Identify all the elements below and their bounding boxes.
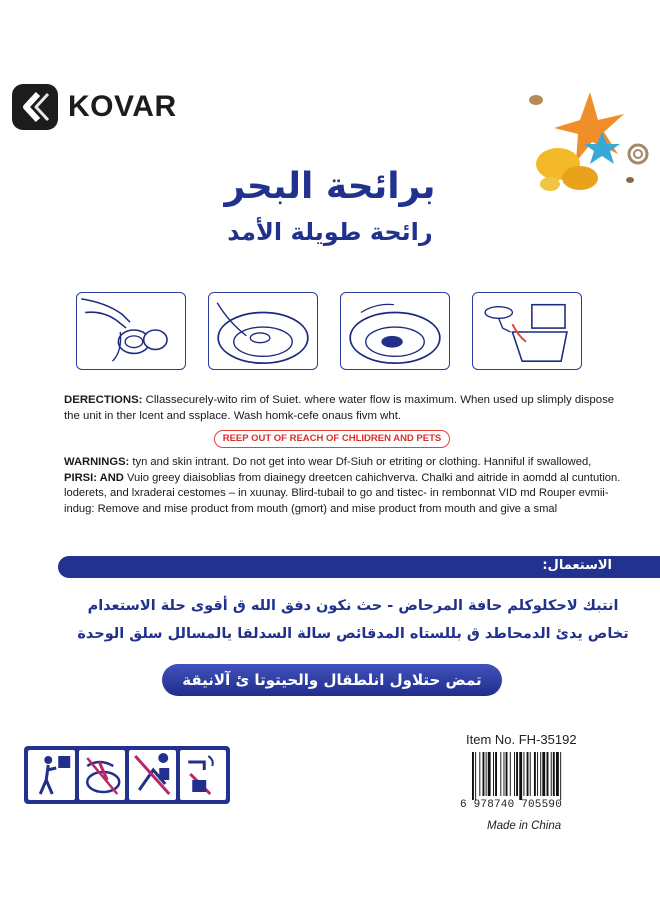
barcode-bar <box>479 752 480 796</box>
barcode-bar <box>510 752 511 796</box>
warnings-label: WARNINGS: <box>64 456 130 468</box>
barcode-bar <box>523 752 524 796</box>
step-1 <box>76 292 186 370</box>
usage-pill: تمض حتلاول انلطقال والحيتوتا ئ آلانيقة <box>162 664 502 696</box>
no-touch-toilet-icon <box>79 750 126 800</box>
warnings-body: tyn and skin intrant. Do not get into wear Df-Siuh or etriting or clothing. Hanniful if swallowed, <box>132 456 592 468</box>
barcode-bar <box>556 752 559 796</box>
directions-text <box>64 392 624 424</box>
barcode-bar <box>540 752 541 796</box>
barcode-bar <box>500 752 501 796</box>
usage-steps <box>76 292 580 370</box>
usage-line-1: انتبك لاحكلوكلم حافة المرحاض - حث نكون دفق الله ق أقوى حلة الاستعدام <box>87 598 619 614</box>
keep-away-child-icon <box>28 750 75 800</box>
toilet-bowl-with-ring-icon <box>209 293 317 369</box>
toilet-tank-holder-icon <box>473 293 581 369</box>
directions-body: Cllassecurely-wito rim of Suiet. where water flow is maximum. When used up slimply dispose the unit in ther lcent and ssplace. Wash homk-cefe onaus fivm wht. <box>64 394 615 422</box>
barcode-bar <box>486 752 487 796</box>
safety-icon-2 <box>79 750 126 800</box>
barcode-bar <box>483 752 485 796</box>
barcode-bar <box>547 752 549 796</box>
barcode-bar <box>553 752 555 796</box>
warnings-line2: Vuio greey diaisoblias from diainegy dreetcen cahichverva. Chalki and aitride in aomdd al cuntution. loderets, and lxraderai cestomes – in xuunay. Blird-tubail to go and tistec- in rembonnat VID md Rouper evmii-indug: Remove and mise product from mouth (gmort) and mise product from mouth and give a smal <box>64 471 621 515</box>
barcode-digits: 6 978740 705590 <box>460 799 563 811</box>
step-4 <box>472 292 582 370</box>
barcode-bar <box>537 752 538 796</box>
dispose-icon <box>180 750 227 800</box>
barcode-bar <box>530 752 531 796</box>
brand-logo <box>8 80 177 134</box>
barcode-bar <box>506 752 508 796</box>
directions-label: DERECTIONS: <box>64 394 143 406</box>
barcode-bar <box>475 752 476 800</box>
safety-icon-3 <box>129 750 176 800</box>
barcode-bar <box>527 752 529 796</box>
toilet-bowl-blue-water-icon <box>341 293 449 369</box>
step-3 <box>340 292 450 370</box>
barcode-bar <box>516 752 518 796</box>
seashell-starfish-icon <box>520 84 660 204</box>
barcode-bar <box>560 752 561 800</box>
barcode-bar <box>534 752 536 796</box>
usage-label: الاستعمال: <box>542 558 612 573</box>
hand-hanging-holder-icon <box>77 293 185 369</box>
barcode-bar <box>495 752 497 796</box>
safety-icon-1 <box>28 750 75 800</box>
barcode-bar <box>551 752 552 796</box>
barcode-bar <box>542 752 545 796</box>
barcode-bar <box>504 752 505 796</box>
usage-header-bar <box>58 556 660 578</box>
warnings-text <box>64 455 624 517</box>
product-subtitle: رائحة طويلة الأمد <box>227 218 433 246</box>
barcode <box>470 752 590 800</box>
product-title: برائحة البحر <box>224 166 436 207</box>
step-2 <box>208 292 318 370</box>
safety-icon-4 <box>180 750 227 800</box>
item-number: Item No. FH-35192 <box>466 732 577 747</box>
no-eat-icon <box>129 750 176 800</box>
brand-name: KOVAR <box>68 90 177 123</box>
barcode-bar <box>472 752 474 800</box>
barcode-bar <box>514 752 515 796</box>
made-in-label: Made in China <box>487 820 562 832</box>
safety-icons <box>24 746 230 804</box>
usage-line-2: تخاص يدئ الدمحاطد ق بللستاه المدقائص سالة السدلقا يالمسالل سلق الوحدة <box>77 626 629 642</box>
warnings-line2-label: PIRSI: AND <box>64 471 124 484</box>
keep-out-badge: REEP OUT OF REACH OF CHLIDREN AND PETS <box>214 430 450 448</box>
barcode-bar <box>493 752 494 796</box>
kovar-logo-icon <box>8 80 62 134</box>
barcode-bar <box>488 752 491 796</box>
barcode-bar <box>519 752 522 800</box>
